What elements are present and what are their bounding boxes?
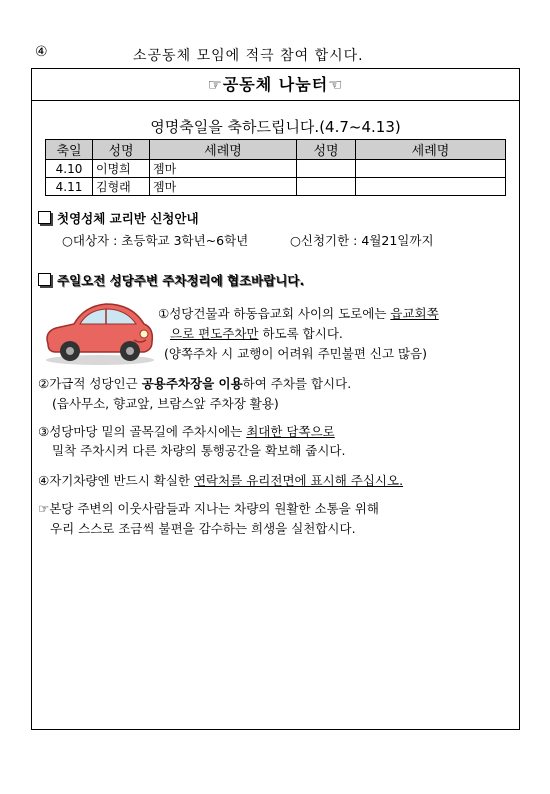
table-cell: 4.11 <box>46 178 93 196</box>
parking-heading-row <box>38 271 304 289</box>
parking-item-2-rest: 하여 주차를 합시다. <box>242 376 352 391</box>
parking-item-4 <box>38 471 403 489</box>
checkbox-square-icon <box>38 273 51 286</box>
parking-item-4-underlined: 연락처를 유리전면에 표시해 주십시오. <box>193 473 404 488</box>
table-row <box>46 160 506 178</box>
checkbox-square-icon <box>38 211 51 224</box>
birthday-heading: 영명축일을 축하드립니다.(4.7~4.13) <box>150 118 401 136</box>
table-cell <box>297 178 356 196</box>
parking-item-1-line1 <box>158 304 439 322</box>
table-cell: 젬마 <box>150 178 297 196</box>
parking-item-1-text-2: 하도록 합시다. <box>258 326 343 341</box>
parking-item-3-text: ③성당마당 밑의 골목길에 주차시에는 <box>38 424 247 439</box>
table-cell: 김형래 <box>93 178 150 196</box>
parking-item-3-underlined: 최대한 담쪽으로 <box>246 424 335 439</box>
table-cell: 젬마 <box>150 160 297 178</box>
parking-note-line2: 우리 스스로 조금씩 불편을 감수하는 희생을 실천합시다. <box>50 521 356 536</box>
page-number: ④ <box>35 44 48 60</box>
column-header: 세례명 <box>356 140 506 160</box>
parking-heading: 주일오전 성당주변 주차정리에 협조바랍니다. <box>57 273 305 288</box>
parking-note-line1: ☞본당 주변의 이웃사람들과 지나는 차량의 원활한 소통을 위해 <box>38 501 379 516</box>
table-cell: 4.10 <box>46 160 93 178</box>
table-header-row <box>46 140 506 160</box>
parking-item-1-text: ①성당건물과 하동읍교회 사이의 도로에는 <box>158 306 391 321</box>
parking-item-3-line2: 밀착 주차시켜 다른 차량의 통행공간을 확보해 줍시다. <box>52 443 346 458</box>
parking-item-2-note: (읍사무소, 향교앞, 브람스앞 주차장 활용) <box>52 396 279 411</box>
column-header: 성명 <box>297 140 356 160</box>
parking-item-2-bold: 공용주차장을 이용 <box>141 376 243 391</box>
table-cell: 이명희 <box>93 160 150 178</box>
column-header: 세례명 <box>150 140 297 160</box>
table-row <box>46 178 506 196</box>
table-cell <box>297 160 356 178</box>
page-title: ☞공동체 나눔터☜ <box>32 69 519 101</box>
feast-day-table <box>45 139 506 196</box>
parking-item-1-note: (양쪽주차 시 교행이 어려워 주민불편 신고 많음) <box>164 346 428 361</box>
header-slogan: 소공동체 모임에 적극 참여 합시다. <box>133 48 364 64</box>
bulletin-frame <box>31 68 520 730</box>
catechism-deadline: ○신청기한 : 4월21일까지 <box>290 233 434 248</box>
parking-item-1-line2 <box>170 324 343 342</box>
parking-item-4-text: ④자기차량엔 반드시 확실한 <box>38 473 194 488</box>
column-header: 성명 <box>93 140 150 160</box>
car-icon <box>40 294 158 366</box>
parking-item-3-line1 <box>38 422 335 440</box>
catechism-heading: 첫영성체 교리반 신청안내 <box>57 211 199 226</box>
column-header: 축일 <box>46 140 93 160</box>
parking-item-1-underlined: 읍교회쪽 <box>390 306 439 321</box>
parking-item-1-underlined-2: 으로 편도주차만 <box>170 326 259 341</box>
catechism-target: ○대상자 : 초등학교 3학년~6학년 <box>62 233 249 248</box>
table-cell <box>356 160 506 178</box>
parking-item-2-line1 <box>38 374 351 392</box>
table-cell <box>356 178 506 196</box>
parking-item-2-text: ②가급적 성당인근 <box>38 376 142 391</box>
catechism-heading-row <box>38 209 199 227</box>
